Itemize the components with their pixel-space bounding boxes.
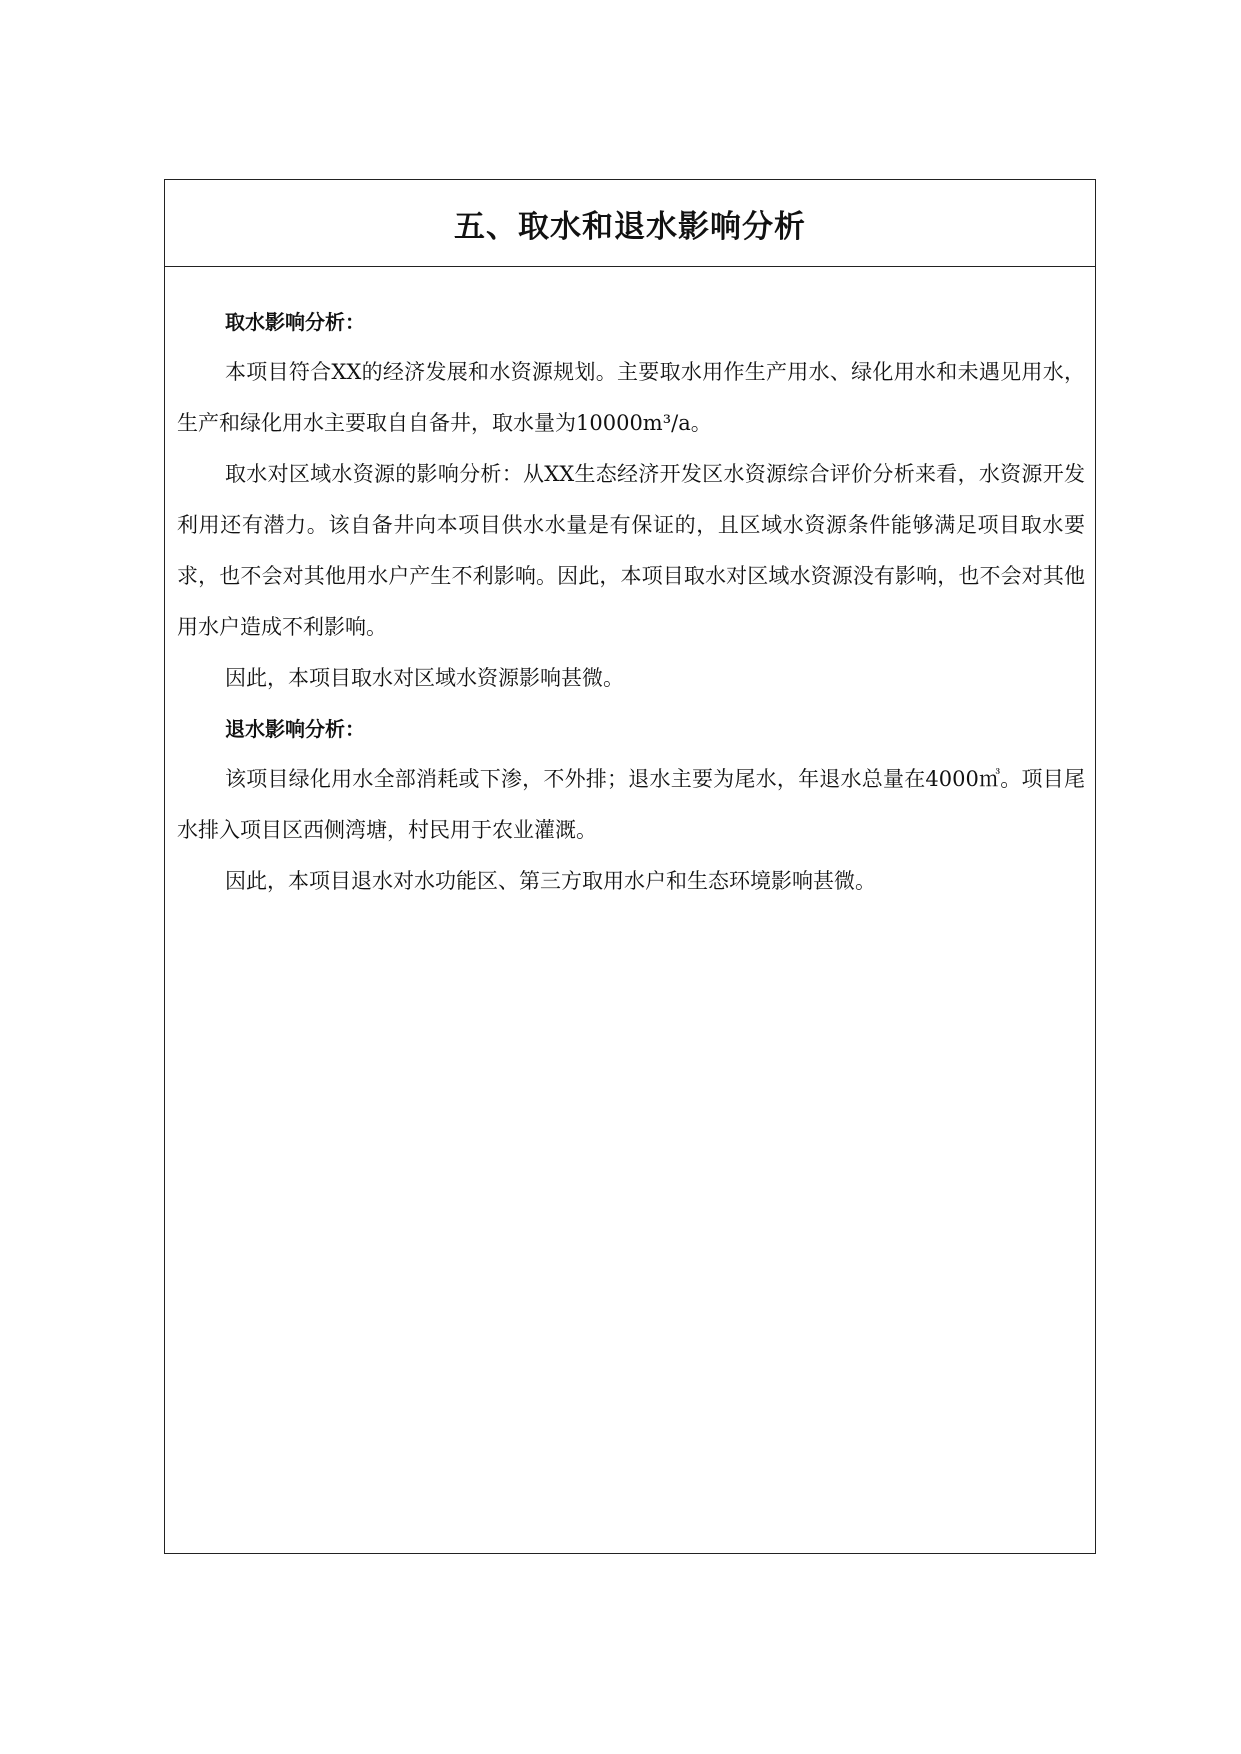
document-table: [164, 179, 1096, 1554]
intake-paragraph: 取水对区域水资源的影响分析：从XX生态经济开发区水资源综合评价分析来看，水资源开发利用还有潜力。该自备井向本项目供水水量是有保证的，且区域水资源条件能够满足项目取水要求，也不会对其他用水户产生不利影响。因此，本项目取水对区域水资源没有影响，也不会对其他用水户造成不利影响。: [177, 462, 1085, 639]
content-cell: [165, 267, 1095, 907]
intake-paragraph: 因此，本项目取水对区域水资源影响甚微。: [225, 666, 624, 690]
intake-paragraph: 本项目符合XX的经济发展和水资源规划。主要取水用作生产用水、绿化用水和未遇见用水，生产和绿化用水主要取自自备井，取水量为10000m³/a。: [177, 360, 1085, 435]
discharge-paragraph: 因此，本项目退水对水功能区、第三方取用水户和生态环境影响甚微。: [225, 869, 876, 893]
discharge-paragraph: 该项目绿化用水全部消耗或下渗，不外排；退水主要为尾水，年退水总量在4000㎥。项目尾水排入项目区西侧湾塘，村民用于农业灌溉。: [177, 767, 1085, 842]
intake-heading: 取水影响分析：: [225, 310, 365, 334]
title-cell: [165, 180, 1095, 267]
page-title: 五、取水和退水影响分析: [454, 208, 806, 245]
discharge-heading: 退水影响分析：: [225, 717, 365, 741]
